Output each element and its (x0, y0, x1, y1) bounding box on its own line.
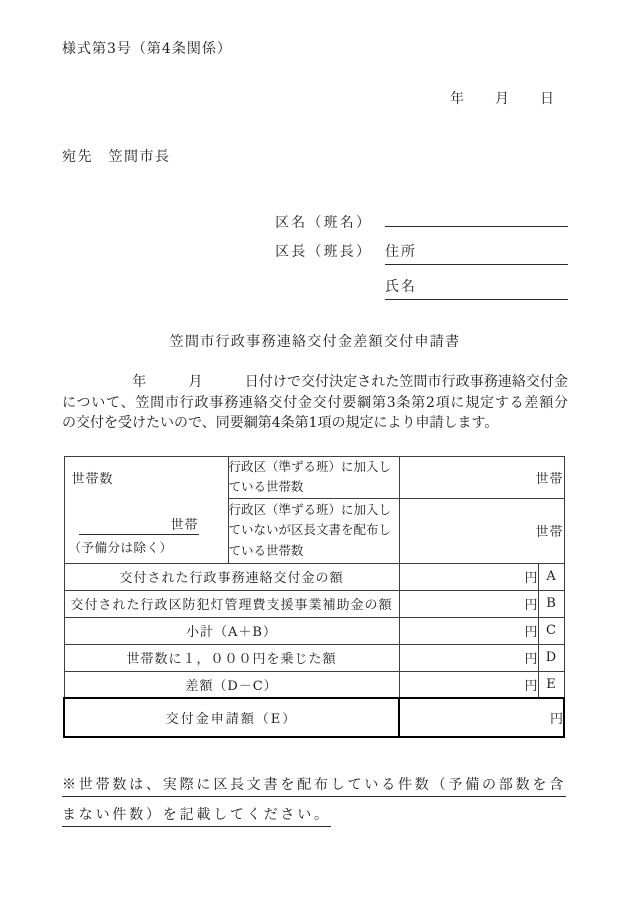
district-head-name-row (275, 276, 568, 297)
amount-label: 交付された行政区防犯灯管理費支援事業補助金の額 (64, 590, 399, 617)
desc-line: ている世帯数 (228, 542, 304, 558)
name-label: 氏名 (385, 279, 417, 295)
amount-code: B (538, 590, 564, 617)
total-row (64, 698, 564, 737)
district-name-label: 区名（班名） (275, 215, 373, 231)
address-label: 住所 (385, 244, 417, 260)
amount-row-b (64, 590, 564, 617)
footnote-line-1 (62, 774, 568, 797)
amount-code: E (538, 671, 564, 698)
amount-label: 小計（A＋B） (64, 617, 399, 644)
household-header-cell (64, 456, 228, 563)
amount-code: D (538, 644, 564, 671)
amount-row-a (64, 563, 564, 590)
amount-value-cell: 円 (399, 671, 538, 698)
household-header-inner (65, 458, 228, 561)
footnote-text: ※世帯数は、実際に区長文書を配布している件数（予備の部数を含 (62, 774, 566, 797)
desc-line: 行政区（準ずる班）に加入し (228, 501, 392, 517)
amount-label: 世帯数に１，０００円を乗じた額 (64, 644, 399, 671)
unit-label: 世帯 (535, 471, 564, 487)
footnote-text: まない件数）を記載してください。 (62, 804, 331, 827)
nonmember-households-desc-cell (228, 498, 399, 563)
amount-label: 交付された行政事務連絡交付金の額 (64, 563, 399, 590)
member-households-value-cell (399, 456, 564, 498)
applicant-block (62, 206, 568, 297)
addressee: 宛先 笠間市長 (62, 149, 171, 165)
household-count-blank-field (79, 514, 199, 535)
footnote (62, 774, 568, 827)
district-head-address-row (275, 241, 568, 262)
total-label: 交付金申請額（E） (64, 698, 399, 737)
application-table (63, 456, 565, 739)
body-paragraph (62, 372, 568, 434)
member-households-desc-cell (228, 456, 399, 498)
household-unit-label: 世帯 (170, 518, 199, 533)
amount-row-d (64, 644, 564, 671)
amount-value-cell: 円 (399, 590, 538, 617)
amount-code: A (538, 563, 564, 590)
desc-line: ている世帯数 (228, 479, 304, 494)
amount-value-cell: 円 (399, 563, 538, 590)
unit-label: 世帯 (535, 525, 564, 540)
amount-value-cell: 円 (399, 644, 538, 671)
document-title: 笠間市行政事務連絡交付金差額交付申請書 (169, 334, 461, 350)
household-count-label: 世帯数 (71, 472, 114, 487)
paragraph-line: 年 月 日付けで交付決定された笠間市行政事務連絡交付金 (62, 374, 568, 390)
amount-value-cell: 円 (399, 617, 538, 644)
amount-label: 差額（D－C） (64, 671, 399, 698)
amount-row-c (64, 617, 564, 644)
name-field (385, 276, 568, 300)
household-row-1 (64, 456, 564, 498)
amount-code: C (538, 617, 564, 644)
form-number: 様式第3号（第4条関係） (62, 41, 232, 57)
district-name-row (275, 206, 568, 231)
desc-line: ていないが区長文書を配布し (228, 522, 392, 538)
date-line: 年 月 日 (450, 91, 555, 107)
nonmember-households-value-cell (399, 498, 564, 563)
total-value-cell: 円 (399, 698, 564, 737)
address-field (385, 241, 568, 265)
household-note: （予備分は除く） (68, 540, 173, 555)
paragraph-line: について、笠間市行政事務連絡交付金交付要綱第3条第2項に規定する差額分 (62, 394, 568, 411)
amount-row-e (64, 671, 564, 698)
desc-line: 行政区（準ずる班）に加入し (228, 458, 392, 474)
paragraph-line: の交付を受けたいので、同要綱第4条第1項の規定により申請します。 (62, 415, 499, 431)
district-head-label: 区長（班長） (275, 244, 373, 260)
district-name-field (385, 206, 568, 227)
footnote-line-2 (62, 804, 568, 827)
